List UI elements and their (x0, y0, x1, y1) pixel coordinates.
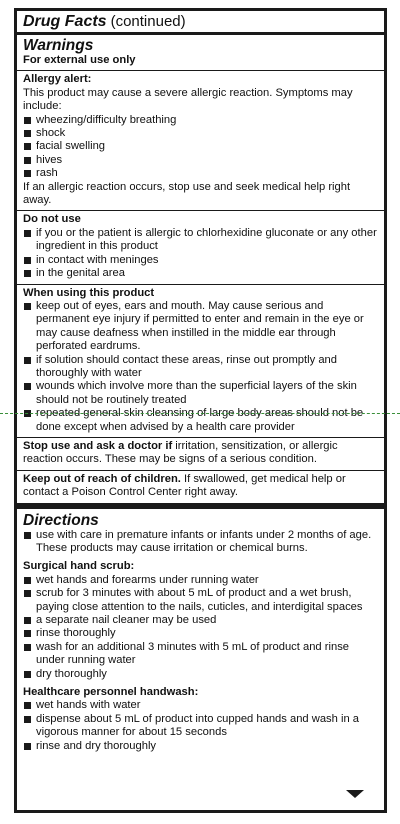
allergy-symptom-list (23, 114, 378, 181)
allergy-intro: This product may cause a severe allergic reaction. Symptoms may include: (23, 86, 353, 113)
do-not-use-heading: Do not use (23, 213, 81, 226)
external-use-text: For external use only (23, 54, 136, 66)
keep-out-section (17, 471, 384, 503)
stop-use-lead: Stop use and ask a doctor if (23, 439, 173, 452)
list-item: repeated general skin cleansing of large body areas should not be done except when advised by a health care provider (23, 407, 378, 434)
handwash-list (23, 699, 378, 753)
stop-use-section (17, 438, 384, 471)
surgical-scrub-list (23, 574, 378, 681)
stop-use-text: irritation, sensitization, or allergic reaction occurs. These may be signs of a serious condition. (23, 439, 338, 466)
list-item: wounds which involve more than the superficial layers of the skin should not be routinely treated (23, 380, 378, 407)
keep-out-lead: Keep out of reach of children. (23, 472, 181, 485)
panel-subtitle: (continued) (110, 13, 186, 30)
list-item: rash (23, 167, 378, 180)
list-item: in contact with meninges (23, 254, 378, 267)
do-not-use-section (17, 211, 384, 284)
list-item: dry thoroughly (23, 668, 378, 681)
directions-section (17, 509, 384, 757)
list-item: wet hands and forearms under running water (23, 574, 378, 587)
list-item: rinse thoroughly (23, 627, 378, 640)
list-item: in the genital area (23, 267, 378, 280)
warnings-heading: Warnings (23, 37, 94, 54)
list-item: use with care in premature infants or infants under 2 months of age. These products may cause irritation or chemical burns. (23, 529, 378, 556)
surgical-scrub-heading: Surgical hand scrub: (23, 560, 135, 573)
allergy-outro: If an allergic reaction occurs, stop use and seek medical help right away. (23, 180, 351, 207)
list-item: scrub for 3 minutes with about 5 mL of product and a wet brush, paying close attention to the nails, cuticles, and interdigital spaces (23, 587, 378, 614)
directions-general-list (23, 529, 378, 556)
allergy-heading: Allergy alert: (23, 73, 92, 86)
list-item: rinse and dry thoroughly (23, 740, 378, 753)
list-item: hives (23, 154, 378, 167)
list-item: keep out of eyes, ears and mouth. May cause serious and permanent eye injury if permitted to enter and remain in the eye or may cause deafness when instilled in the middle ear through perforated eardrums. (23, 300, 378, 354)
list-item: wet hands with water (23, 699, 378, 712)
list-item: wheezing/difficulty breathing (23, 114, 378, 127)
list-item: facial swelling (23, 140, 378, 153)
list-item: wash for an additional 3 minutes with 5 mL of product and rinse under running water (23, 641, 378, 668)
directions-heading: Directions (23, 511, 99, 529)
panel-title: Drug Facts (23, 12, 107, 30)
list-item: dispense about 5 mL of product into cupped hands and wash in a vigorous manner for about 15 seconds (23, 713, 378, 740)
handwash-heading: Healthcare personnel handwash: (23, 686, 199, 699)
allergy-alert-section (17, 71, 384, 211)
warnings-header (17, 35, 384, 71)
triangle-down-icon (346, 790, 364, 798)
list-item: if you or the patient is allergic to chlorhexidine gluconate or any other ingredient in this product (23, 227, 378, 254)
drug-facts-panel (14, 8, 387, 813)
list-item: a separate nail cleaner may be used (23, 614, 378, 627)
do-not-use-list (23, 227, 378, 281)
keep-out-text: If swallowed, get medical help or contact a Poison Control Center right away. (23, 472, 346, 499)
when-using-section (17, 285, 384, 438)
when-using-heading: When using this product (23, 286, 155, 299)
list-item: if solution should contact these areas, rinse out promptly and thoroughly with water (23, 354, 378, 381)
cut-line (0, 413, 400, 414)
list-item: shock (23, 127, 378, 140)
title-bar (17, 11, 384, 35)
